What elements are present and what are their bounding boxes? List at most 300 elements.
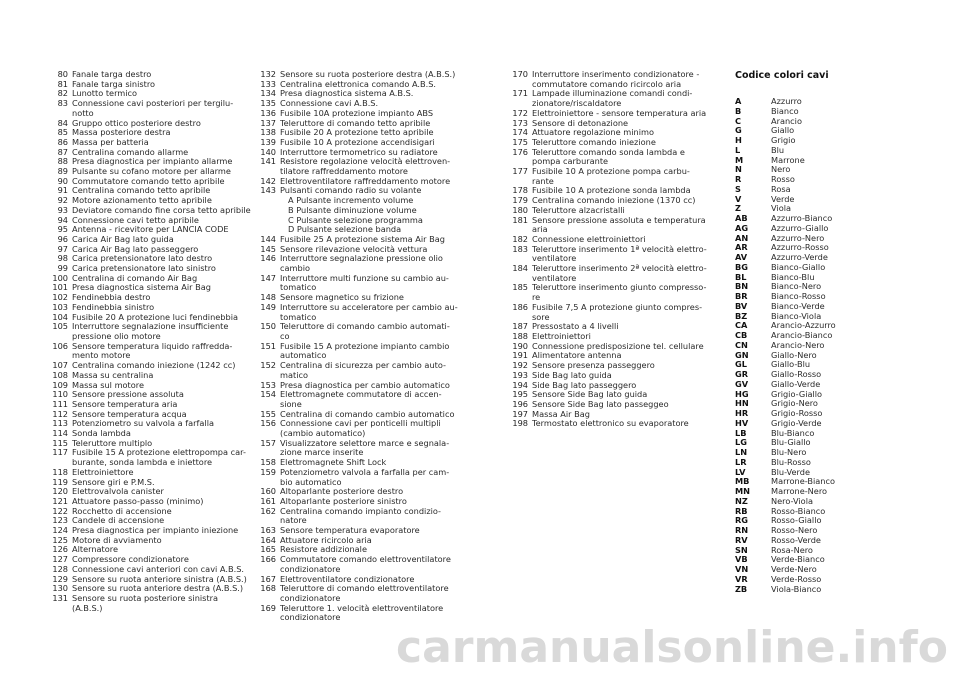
legend-entry-line: Centralina comando iniezione (1370 cc) — [532, 195, 696, 206]
legend-entry — [256, 186, 464, 235]
color-name: Blu-Nero — [771, 447, 807, 457]
legend-entry-number: 92 — [57, 195, 68, 206]
legend-entry-number: 140 — [260, 146, 276, 157]
color-code-row — [735, 97, 915, 107]
color-name: Giallo-Blu — [771, 359, 811, 370]
legend-entry-number: 177 — [512, 166, 528, 177]
legend-entry-line: Elettroiniettore - sensore temperatura aria — [532, 107, 707, 118]
legend-entry-number: 142 — [260, 175, 276, 186]
legend-entry-line: Fendinebbia sinistro — [72, 301, 155, 312]
legend-entry-number: 84 — [57, 117, 68, 128]
color-name: Blu-Giallo — [771, 437, 811, 448]
legend-entry-text — [280, 274, 464, 293]
legend-entry-number: 120 — [52, 486, 68, 497]
color-name: Blu-Verde — [771, 466, 811, 477]
legend-entry-number: 193 — [512, 369, 528, 380]
color-code: RG — [735, 515, 749, 526]
color-code-row — [735, 585, 915, 595]
color-code-row — [735, 165, 915, 175]
legend-entry-number: 148 — [260, 292, 276, 303]
color-code-row — [735, 224, 915, 234]
legend-entry-number: 132 — [260, 69, 276, 79]
legend-entry-text — [280, 157, 464, 176]
legend-entry-line: Pulsante su cofano motore per allarme — [72, 166, 231, 177]
legend-entry-number: 107 — [52, 360, 68, 371]
legend-entry — [256, 468, 464, 487]
legend-entry-line: Compressore condizionatore — [72, 554, 189, 565]
color-code: RV — [735, 534, 748, 545]
legend-entry-text — [280, 254, 464, 273]
color-code: G — [735, 125, 742, 136]
legend-entry-number: 180 — [512, 204, 528, 215]
legend-entry-number: 166 — [260, 554, 276, 565]
legend-entry-number: 80 — [57, 69, 68, 79]
color-name: Arancio-Azzurro — [771, 320, 836, 331]
legend-entry — [48, 342, 253, 361]
color-name: Azzurro-Rosso — [771, 242, 829, 253]
legend-entry-text — [280, 604, 464, 623]
legend-entry-number: 121 — [52, 495, 68, 506]
legend-entry-subitem: B Pulsante diminuzione volume — [288, 204, 417, 215]
legend-entry-line: Motore azionamento tetto apribile — [72, 195, 212, 206]
legend-entry-number: 102 — [52, 292, 68, 303]
legend-entry-number: 147 — [260, 272, 276, 283]
legend-entry-line: Lampade illuminazione comandi condi- — [532, 88, 693, 99]
legend-entry-number: 124 — [52, 525, 68, 536]
legend-entry-number: 134 — [260, 88, 276, 99]
legend-entry-subitem: D Pulsante selezione banda — [288, 224, 402, 235]
legend-entry-line: Termostato elettronico su evaporatore — [532, 418, 689, 429]
legend-entry-line: Sensore magnetico su frizione — [280, 292, 404, 303]
legend-entry-number: 172 — [512, 107, 528, 118]
color-name: Rosso-Nero — [771, 525, 818, 535]
color-code: HR — [735, 408, 749, 418]
legend-entry-number: 135 — [260, 98, 276, 109]
legend-entry-line: tomatico — [280, 311, 317, 322]
color-code: BZ — [735, 310, 748, 321]
color-code: Z — [735, 203, 741, 214]
color-code: AR — [735, 242, 748, 253]
legend-entry-line: pompa carburante — [532, 156, 609, 167]
color-name: Giallo — [771, 125, 795, 136]
color-code: ZB — [735, 583, 748, 594]
legend-entry-line: Sensore su ruota posteriore destra (A.B.S.) — [280, 69, 456, 79]
legend-entry-line: sore — [532, 311, 550, 322]
legend-entry-line: Massa su centralina — [72, 369, 154, 380]
legend-entry-number: 182 — [512, 233, 528, 244]
legend-entry-number: 89 — [57, 166, 68, 177]
legend-entry-number: 108 — [52, 369, 68, 380]
legend-entry-line: Fusibile 20 A protezione luci fendinebbia — [72, 311, 238, 322]
legend-entry-line: Fanale targa destro — [72, 69, 152, 79]
color-code: RN — [735, 525, 749, 535]
legend-entry-number: 149 — [260, 301, 276, 312]
color-code-row — [735, 507, 915, 517]
color-code: GL — [735, 359, 747, 370]
color-name: Grigio-Giallo — [771, 388, 823, 399]
legend-entry-number: 194 — [512, 379, 528, 390]
color-code-row — [735, 185, 915, 195]
legend-entry-number: 164 — [260, 534, 276, 545]
legend-entry-line: Centralina elettronica comando A.B.S. — [280, 78, 437, 89]
color-code-row — [735, 448, 915, 458]
legend-entry — [508, 283, 716, 302]
legend-entry-text — [532, 303, 716, 322]
legend-entry-line: Centralina di sicurezza per cambio auto- — [280, 360, 446, 371]
color-code: C — [735, 115, 742, 126]
legend-entry-number: 104 — [52, 311, 68, 322]
color-code: A — [735, 96, 742, 106]
legend-entry-number: 122 — [52, 505, 68, 516]
legend-entry — [48, 99, 253, 118]
legend-entry-number: 139 — [260, 136, 276, 147]
legend-entry-number: 96 — [57, 233, 68, 244]
legend-entry-line: condizionatore — [280, 592, 341, 603]
color-name: Nero-Viola — [771, 495, 813, 506]
legend-entry-number: 126 — [52, 544, 68, 555]
legend-entry-number: 156 — [260, 418, 276, 429]
color-code: BN — [735, 281, 749, 292]
color-code-row — [735, 555, 915, 565]
legend-entry-line: ventilatore — [532, 253, 577, 264]
color-code-row — [735, 438, 915, 448]
color-code: AB — [735, 213, 748, 223]
color-code-row — [735, 399, 915, 409]
color-code-row — [735, 419, 915, 429]
legend-entry-line: Gruppo ottico posteriore destro — [72, 117, 201, 128]
legend-entry-line: rante — [532, 175, 554, 186]
color-code: BV — [735, 300, 748, 311]
color-code-row — [735, 117, 915, 127]
legend-entry-number: 106 — [52, 340, 68, 351]
legend-entry-number: 187 — [512, 321, 528, 332]
color-code: CN — [735, 339, 748, 350]
legend-entry-line: Sensore pressione assoluta e temperatura — [532, 214, 706, 225]
legend-entry-text — [280, 390, 464, 409]
legend-entry-line: Alternatore — [72, 544, 118, 555]
legend-entry-number: 174 — [512, 127, 528, 138]
color-code: GN — [735, 349, 749, 360]
color-code: N — [735, 164, 742, 175]
legend-entry — [48, 322, 253, 341]
color-code-row — [735, 429, 915, 439]
color-code-row — [735, 175, 915, 185]
color-name: Verde-Rosso — [771, 573, 822, 584]
color-code-row — [735, 292, 915, 302]
legend-entry-number: 109 — [52, 379, 68, 390]
color-code: VB — [735, 554, 748, 565]
legend-entry-line: Massa sul motore — [72, 379, 144, 390]
legend-entry-line: Fusibile 20 A protezione tetto apribile — [280, 127, 434, 138]
legend-entry-text — [280, 186, 464, 235]
color-code: AG — [735, 222, 749, 233]
legend-entry-line: Fusibile 15 A protezione elettropompa car- — [72, 447, 246, 458]
legend-entry-line: sione — [280, 398, 302, 409]
color-code: NZ — [735, 495, 748, 506]
legend-entry-number: 133 — [260, 78, 276, 89]
legend-entry — [508, 148, 716, 167]
legend-entry-line: Attuatore passo-passo (minimo) — [72, 495, 204, 506]
legend-entry-line: Elettroiniettore — [72, 466, 134, 477]
legend-entry-line: mento motore — [72, 350, 131, 361]
color-code: MN — [735, 486, 750, 496]
legend-entry-number: 157 — [260, 437, 276, 448]
legend-entry-line: bio automatico — [280, 476, 342, 487]
legend-entry-number: 141 — [260, 156, 276, 167]
legend-entry-number: 159 — [260, 466, 276, 477]
legend-entry-line: Presa diagnostica sistema Air Bag — [72, 282, 211, 293]
legend-entry-number: 100 — [52, 272, 68, 283]
color-code: HG — [735, 388, 749, 399]
color-code: MB — [735, 476, 750, 487]
color-code-row — [735, 536, 915, 546]
color-code: RB — [735, 505, 748, 516]
color-name: Bianco — [771, 105, 799, 116]
legend-entry-number: 86 — [57, 136, 68, 147]
legend-entry — [256, 555, 464, 574]
legend-entry-number: 115 — [52, 437, 68, 448]
legend-entry-line: Sensore Side Bag lato guida — [532, 389, 648, 400]
legend-entry — [256, 342, 464, 361]
legend-entry-line: Altoparlante posteriore destro — [280, 486, 404, 497]
legend-entry-line: zione marce inserite — [280, 447, 364, 458]
legend-entry-number: 101 — [52, 282, 68, 293]
color-code-row — [735, 273, 915, 283]
legend-entry-line: Connessione elettroiniettori — [532, 233, 646, 244]
legend-entry-line: Potenziometro su valvola a farfalla — [72, 418, 214, 429]
legend-entry — [508, 70, 716, 89]
legend-entry-line: Teleruttore inserimento 2ª velocità elettro- — [532, 263, 707, 274]
legend-entry-line: zionatore/riscaldatore — [532, 98, 622, 109]
legend-entry-line: condizionatore — [280, 563, 341, 574]
legend-entry-number: 117 — [52, 447, 68, 458]
legend-entry-number: 85 — [57, 127, 68, 138]
color-name: Blu-Bianco — [771, 427, 815, 438]
legend-entry-line: Sensore di detonazione — [532, 117, 629, 128]
legend-entry-text — [532, 419, 716, 429]
color-code-row — [735, 458, 915, 468]
color-name: Marrone-Nero — [771, 486, 828, 496]
legend-entry-line: Fusibile 10 A protezione accendisigari — [280, 136, 435, 147]
color-code-row — [735, 302, 915, 312]
color-code-row — [735, 497, 915, 507]
legend-entry-line: Centralina di comando Air Bag — [72, 272, 198, 283]
color-name: Giallo-Verde — [771, 378, 821, 389]
legend-entry-line: Teleruttore inserimento giunto compresso- — [532, 282, 707, 293]
legend-entry-line: Connessione cavi tetto apribile — [72, 214, 199, 225]
legend-entry-line: Sensore rilevazione velocità vettura — [280, 243, 428, 254]
legend-entry-line: Massa posteriore destra — [72, 127, 171, 138]
legend-entry-number: 150 — [260, 321, 276, 332]
legend-entry-text — [280, 507, 464, 526]
legend-entry-number: 160 — [260, 486, 276, 497]
legend-entry-line: Sensore su ruota anteriore destra (A.B.S.) — [72, 583, 244, 594]
legend-entry-line: Sensore Side Bag lato passeggeo — [532, 398, 669, 409]
color-code-row — [735, 351, 915, 361]
legend-entry — [256, 254, 464, 273]
legend-entry-number: 83 — [57, 98, 68, 109]
legend-entry-line: Interruttore termometrico su radiatore — [280, 146, 438, 157]
legend-entry-text — [532, 283, 716, 302]
color-name: Azzurro — [771, 96, 802, 106]
legend-entry-number: 153 — [260, 379, 276, 390]
legend-entry-line: Sensore temperatura evaporatore — [280, 525, 420, 536]
legend-entry — [508, 89, 716, 108]
color-code: L — [735, 144, 741, 155]
color-name: Arancio-Bianco — [771, 330, 833, 340]
legend-entry — [256, 584, 464, 603]
color-name: Giallo-Rosso — [771, 369, 822, 379]
color-code-row — [735, 516, 915, 526]
legend-entry-line: Carica Air Bag lato passeggero — [72, 243, 199, 254]
color-code: BL — [735, 271, 747, 282]
legend-entry-number: 138 — [260, 127, 276, 138]
legend-entry-number: 105 — [52, 321, 68, 332]
legend-entry-number: 154 — [260, 389, 276, 400]
legend-entry-line: Visualizzatore selettore marce e segnala- — [280, 437, 450, 448]
color-name: Grigio-Nero — [771, 398, 818, 409]
color-code: VR — [735, 573, 748, 584]
legend-entry-line: Presa diagnostica per impianto iniezione — [72, 525, 239, 536]
legend-entry-line: notto — [72, 107, 94, 118]
legend-entry-number: 190 — [512, 340, 528, 351]
color-code-row — [735, 487, 915, 497]
legend-entry-line: aria — [532, 224, 548, 235]
color-name: Giallo-Nero — [771, 349, 817, 360]
legend-entry-line: re — [532, 292, 541, 303]
legend-entry-line: Fanale targa sinistro — [72, 78, 156, 89]
color-code: LV — [735, 466, 746, 477]
color-name: Grigio — [771, 135, 796, 145]
color-code: S — [735, 183, 741, 194]
color-code-row — [735, 146, 915, 156]
color-code-row — [735, 136, 915, 146]
legend-entry-number: 169 — [260, 602, 276, 613]
color-name: Viola — [771, 203, 791, 214]
color-code: BR — [735, 291, 748, 301]
color-code: BG — [735, 261, 748, 272]
color-code: AV — [735, 252, 748, 262]
legend-entry-line: Elettrovalvola canister — [72, 486, 164, 497]
legend-entry-number: 88 — [57, 156, 68, 167]
legend-entry-line: tilatore raffreddamento motore — [280, 166, 408, 177]
color-name: Marrone-Bianco — [771, 476, 835, 487]
legend-entry-number: 176 — [512, 146, 528, 157]
legend-entry-number: 158 — [260, 457, 276, 468]
legend-entry — [256, 157, 464, 176]
legend-entry-text — [280, 322, 464, 341]
legend-entry-line: Connessione predisposizione tel. cellulare — [532, 340, 704, 351]
color-code: LB — [735, 427, 747, 438]
legend-entry — [256, 419, 464, 438]
color-name: Azzurro-Giallo — [771, 222, 829, 233]
color-name: Grigio-Verde — [771, 417, 822, 428]
legend-entry-number: 113 — [52, 418, 68, 429]
color-code: HV — [735, 417, 749, 428]
legend-entry-line: Attuatore ricircolo aria — [280, 534, 372, 545]
legend-entry — [256, 507, 464, 526]
legend-entry-number: 162 — [260, 505, 276, 516]
legend-entry-line: Teleruttore inserimento 1ª velocità elettro- — [532, 243, 707, 254]
color-name: Bianco-Nero — [771, 281, 822, 292]
legend-entry-number: 173 — [512, 117, 528, 128]
legend-entry-line: Fusibile 10A protezione impianto ABS — [280, 107, 434, 118]
color-name: Bianco-Rosso — [771, 291, 826, 301]
legend-entry-line: Connessione cavi posteriori per tergilu- — [72, 98, 234, 109]
legend-entry-line: Sensore pressione assoluta — [72, 389, 184, 400]
legend-entry-number: 195 — [512, 389, 528, 400]
legend-entry-number: 183 — [512, 243, 528, 254]
legend-entry-number: 136 — [260, 107, 276, 118]
legend-entry-text — [72, 322, 253, 341]
color-code-list — [735, 97, 915, 594]
legend-entry-text — [280, 361, 464, 380]
color-code-row — [735, 565, 915, 575]
color-code: LR — [735, 456, 747, 467]
legend-entry-number: 175 — [512, 136, 528, 147]
color-name: Azzurro-Nero — [771, 232, 825, 243]
legend-entry-line: automatico — [280, 350, 327, 361]
color-name: Verde — [771, 193, 795, 204]
legend-entry-text — [72, 594, 253, 613]
legend-entry-number: 155 — [260, 408, 276, 419]
color-code: CB — [735, 330, 748, 340]
legend-entry-line: Teleruttore 1. velocità elettroventilatore — [280, 602, 444, 613]
color-name: Azzurro-Verde — [771, 252, 828, 262]
legend-entry-text — [532, 148, 716, 167]
legend-column-2 — [256, 70, 464, 623]
legend-entry-number: 161 — [260, 495, 276, 506]
legend-entry-line: Fusibile 7,5 A protezione giunto compres- — [532, 301, 703, 312]
legend-entry-line: Fusibile 10 A protezione sonda lambda — [532, 185, 691, 196]
legend-entry — [508, 245, 716, 264]
legend-entry-number: 99 — [57, 263, 68, 274]
legend-entry — [256, 439, 464, 458]
legend-entry-number: 170 — [512, 69, 528, 79]
legend-entry-line: co — [280, 330, 290, 341]
color-code-row — [735, 341, 915, 351]
legend-entry-line: tomatico — [280, 282, 317, 293]
legend-entry-number: 103 — [52, 301, 68, 312]
legend-entry-number: 94 — [57, 214, 68, 225]
color-code-row — [735, 380, 915, 390]
legend-entry-text — [72, 448, 253, 467]
color-code-row — [735, 126, 915, 136]
legend-entry-line: condizionatore — [280, 612, 341, 623]
legend-entry-line: Fusibile 25 A protezione sistema Air Bag — [280, 233, 445, 244]
color-code-title: Codice colori cavi — [735, 70, 829, 81]
legend-entry-text — [532, 245, 716, 264]
legend-entry-line: Connessione cavi A.B.S. — [280, 98, 379, 109]
legend-entry-line: Pulsanti comando radio su volante — [280, 185, 422, 196]
legend-entry — [256, 361, 464, 380]
legend-entry-number: 125 — [52, 534, 68, 545]
legend-entry-text — [280, 303, 464, 322]
legend-entry-number: 110 — [52, 389, 68, 400]
color-name: Bianco-Verde — [771, 300, 825, 311]
color-name: Verde-Nero — [771, 564, 817, 574]
legend-entry-line: Teleruttore comando sonda lambda e — [532, 146, 685, 157]
color-code: R — [735, 174, 742, 184]
legend-entry-text — [72, 342, 253, 361]
color-code-row — [735, 195, 915, 205]
legend-entry-line: Massa Air Bag — [532, 408, 590, 419]
legend-entry-number: 123 — [52, 515, 68, 526]
legend-entry-text — [532, 89, 716, 108]
legend-entry-line: natore — [280, 515, 307, 526]
color-code: LG — [735, 437, 747, 448]
legend-entry-line: Connessione cavi anteriori con cavi A.B.S. — [72, 563, 244, 574]
